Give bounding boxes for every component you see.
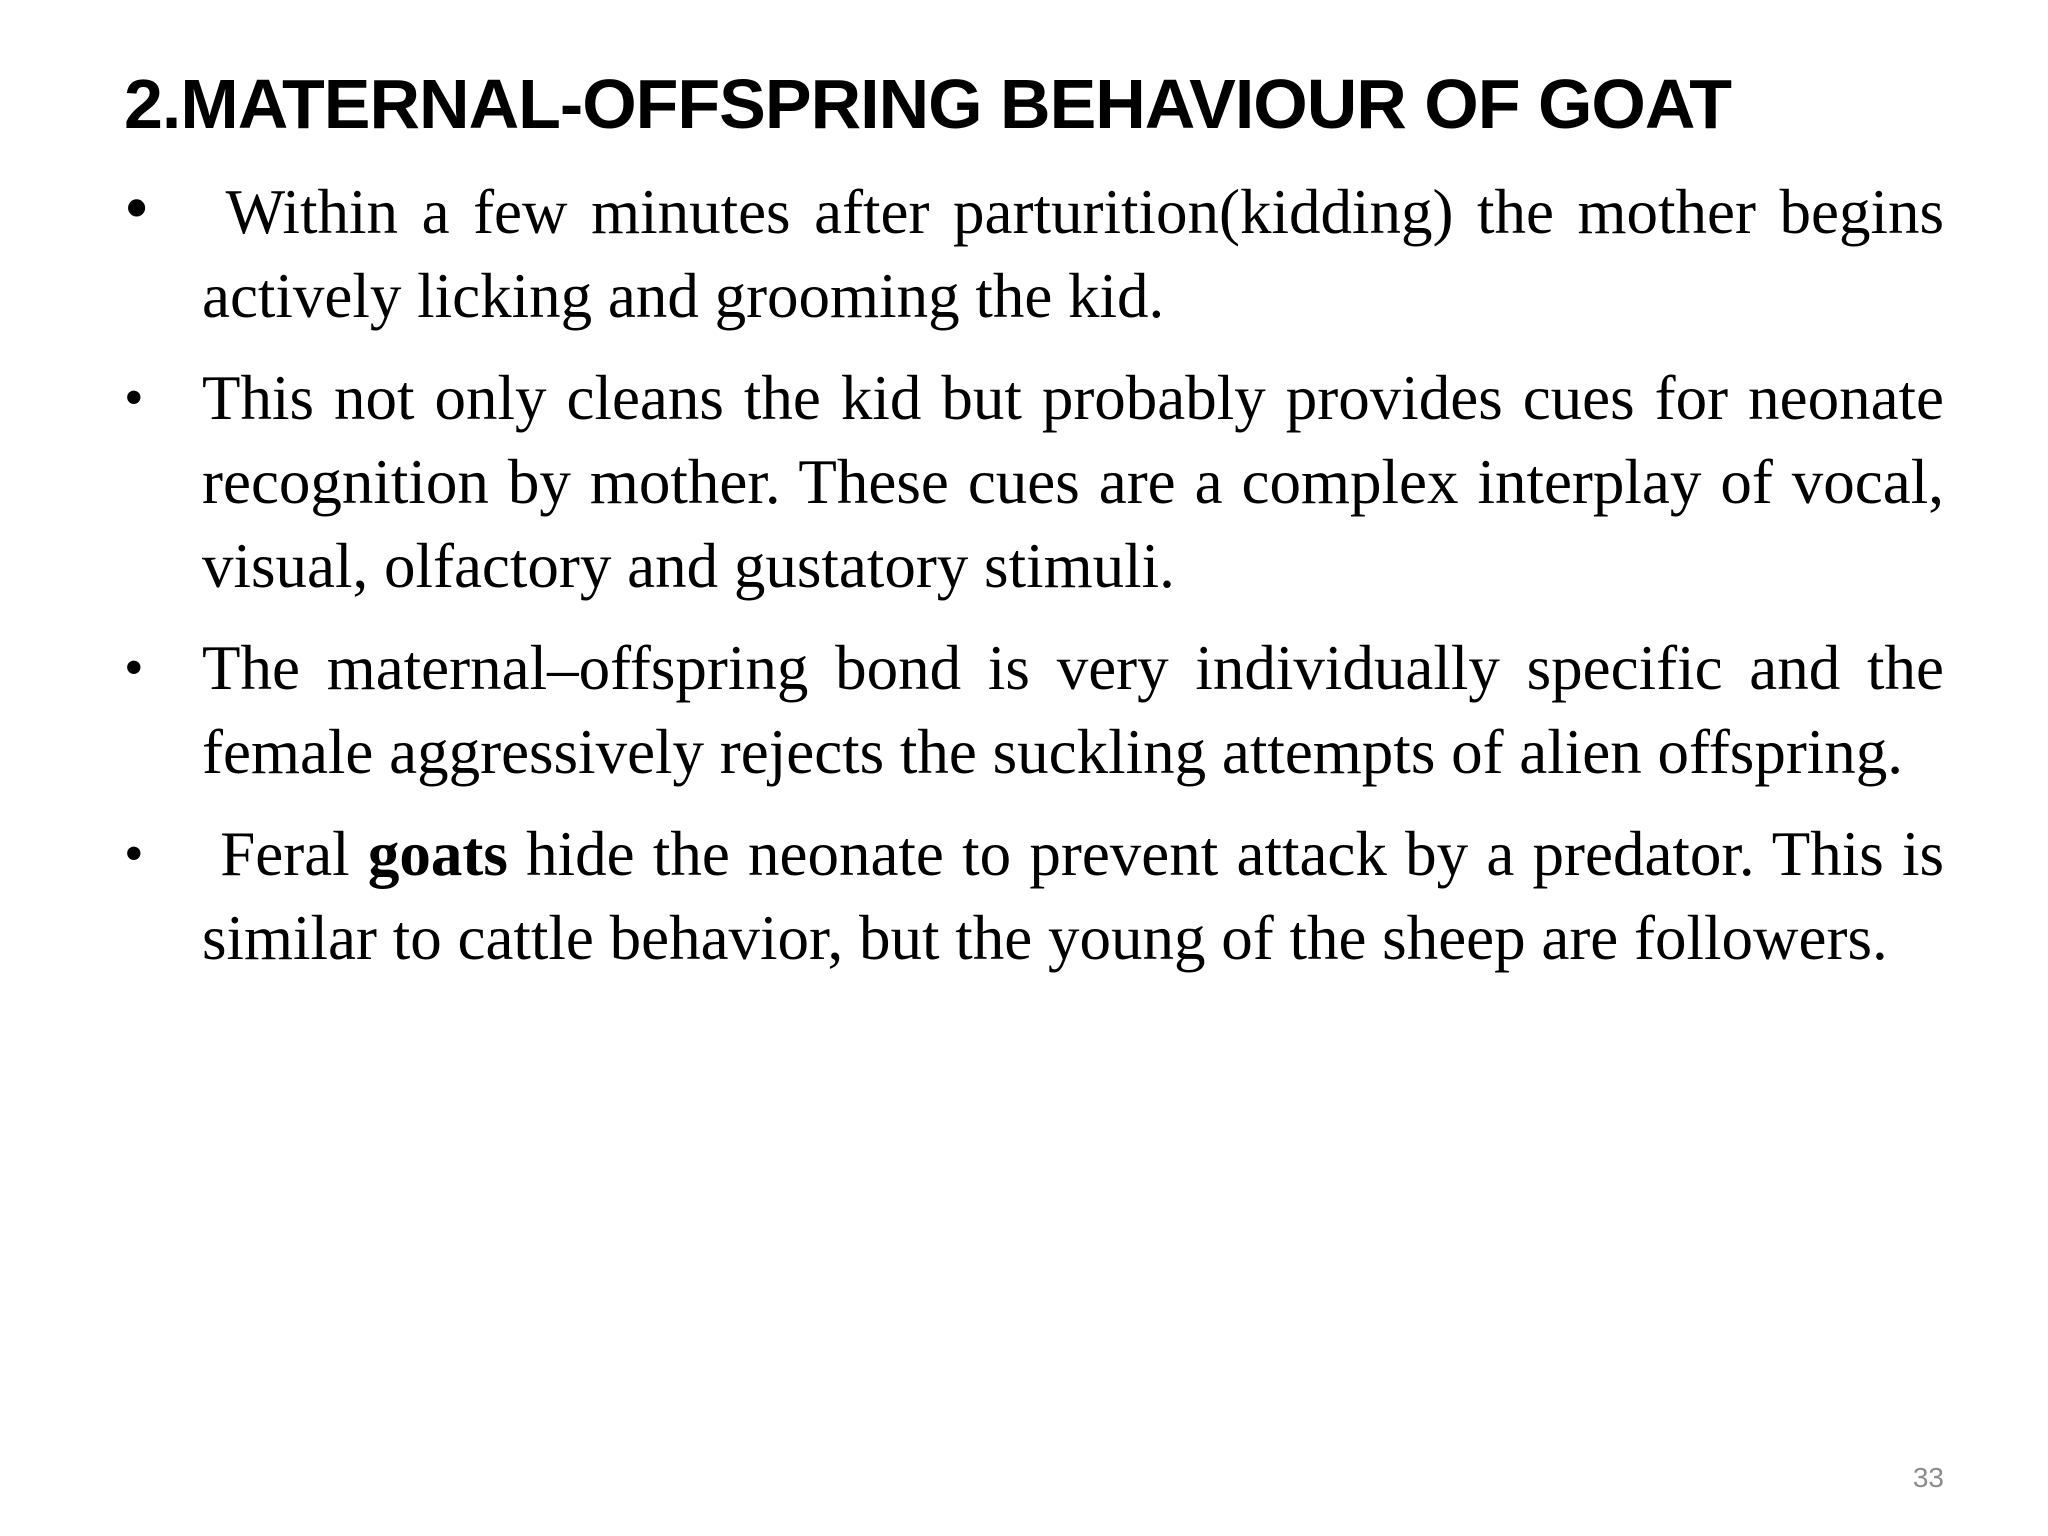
bullet-text-content: Within a few minutes after parturition(kidding) the mother begins actively licking and grooming the kid. xyxy=(202,177,1945,331)
page-number: 33 xyxy=(1912,1462,1944,1493)
bullet-icon: • xyxy=(124,823,144,885)
bullet-item-1 xyxy=(124,170,1944,338)
bullet-item-2 xyxy=(124,356,1944,608)
bullet-text xyxy=(202,177,1944,331)
bullet-text-bold: goats xyxy=(367,819,508,889)
bullet-item-3 xyxy=(124,626,1944,794)
bullet-text: The maternal–offspring bond is very individually specific and the female aggressively rejects the suckling attempts of alien offspring. xyxy=(202,633,1944,787)
bullet-list xyxy=(124,170,1944,980)
bullet-text: This not only cleans the kid but probably provides cues for neonate recognition by mother. These cues are a complex interplay of vocal, visual, olfactory and gustatory stimuli. xyxy=(202,363,1944,601)
bullet-icon: • xyxy=(124,637,144,699)
bullet-text xyxy=(202,819,1944,973)
bullet-text-before: Feral xyxy=(220,819,368,889)
bullet-item-4 xyxy=(124,812,1944,980)
bullet-icon: • xyxy=(124,168,150,248)
slide-title: 2.MATERNAL-OFFSPRING BEHAVIOUR OF GOAT xyxy=(124,65,1731,143)
bullet-text-after: hide the neonate to prevent attack by a predator. This is similar to cattle behavior, but the young of the sheep are followers. xyxy=(202,819,1945,973)
bullet-icon: • xyxy=(124,367,144,429)
